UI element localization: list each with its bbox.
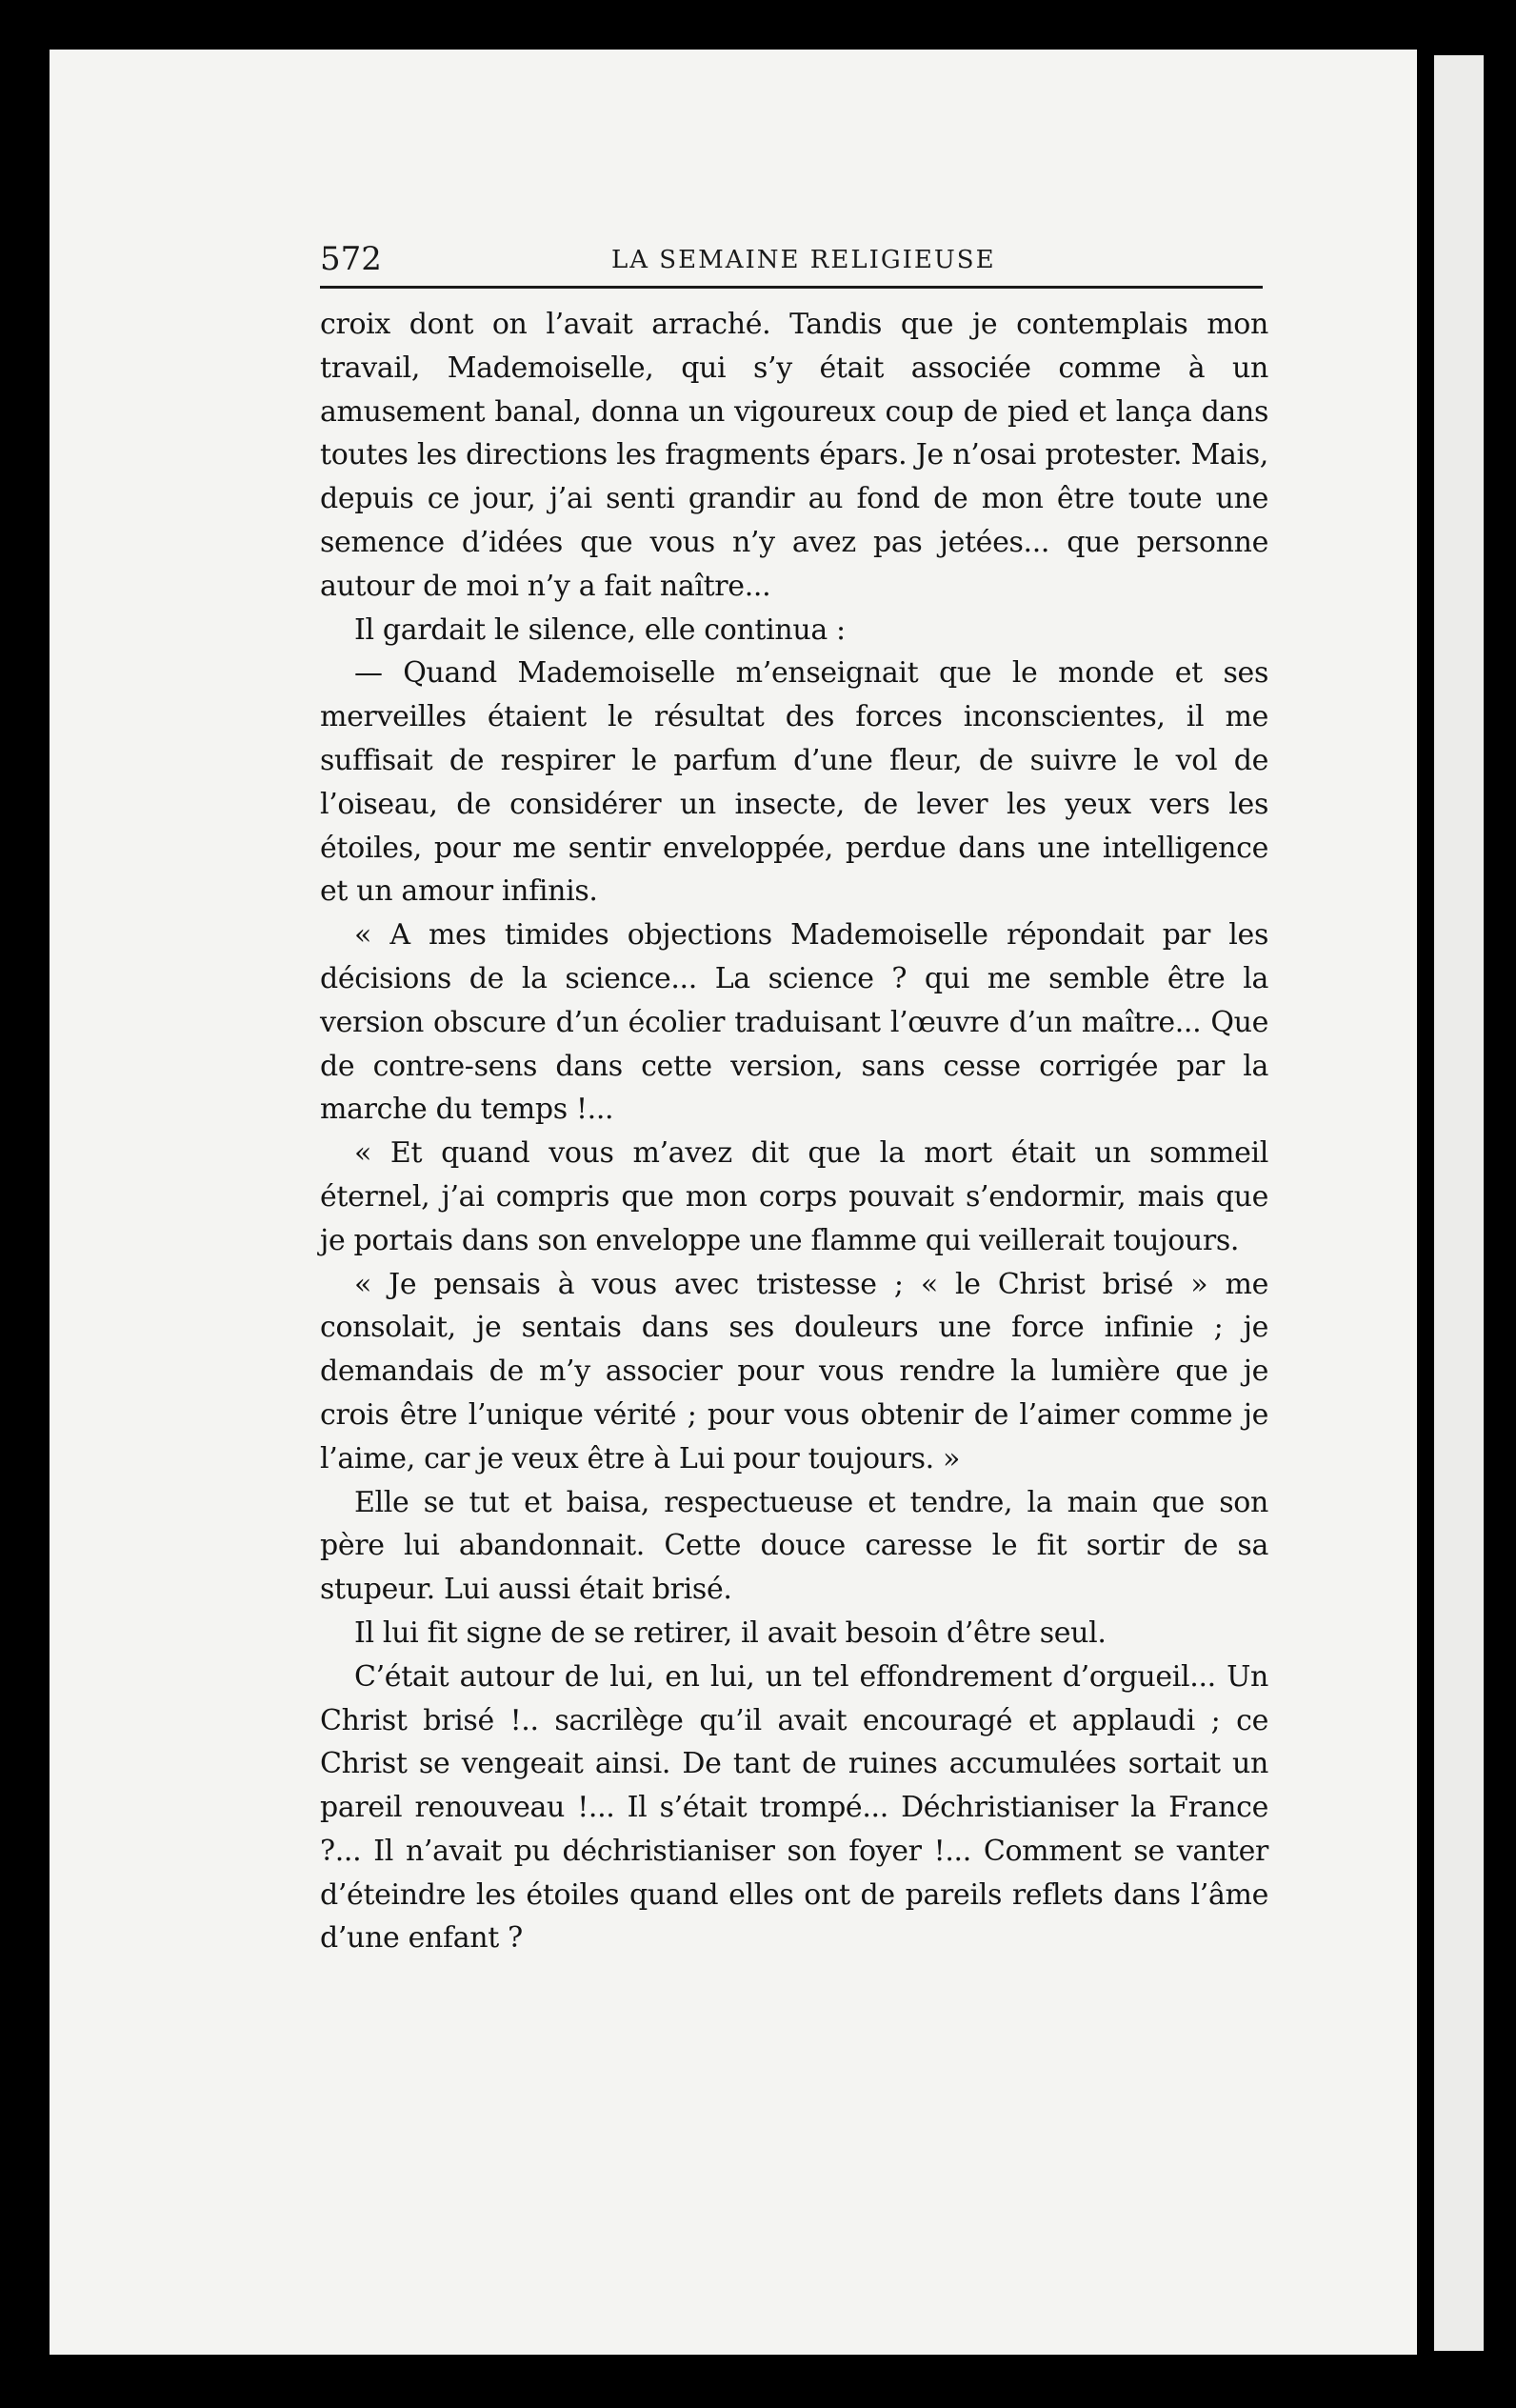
body-text: [320, 303, 1268, 1960]
page-number: 572: [320, 240, 382, 278]
paragraph: « A mes timides objections Mademoiselle répondait par les décisions de la science... La science ? qui me semble être la version obscure d’un écolier traduisant l’œuvre d’un maître... Que de contre-sens dans cette version, sans cesse corrigée par la marche du temps !...: [320, 918, 1268, 1127]
paragraph: Il lui fit signe de se retirer, il avait besoin d’être seul.: [354, 1615, 1107, 1650]
paragraph: « Et quand vous m’avez dit que la mort était un sommeil éternel, j’ai compris que mon corps pouvait s’endormir, mais que je portais dans son enveloppe une flamme qui veillerait toujours.: [320, 1136, 1268, 1257]
header-rule: [320, 286, 1263, 289]
paragraph: C’était autour de lui, en lui, un tel effondrement d’orgueil... Un Christ brisé !.. sacrilège qu’il avait encouragé et applaudi ; ce Christ se vengeait ainsi. De tant de ruines accumulées sortait un pareil renouveau !... Il s’était trompé... Déchristianiser la France ?... Il n’avait pu déchristianiser son foyer !... Comment se vanter d’éteindre les étoiles quand elles ont de pareils reflets dans l’âme d’une enfant ?: [320, 1659, 1268, 1956]
facing-page-edge: [1434, 55, 1484, 2351]
paragraph: Elle se tut et baisa, respectueuse et tendre, la main que son père lui abandonnait. Cette douce caresse le fit sortir de sa stupeur. Lui aussi était brisé.: [320, 1485, 1268, 1607]
paragraph: — Quand Mademoiselle m’enseignait que le monde et ses merveilles étaient le résultat des forces inconscientes, il me suffisait de respirer le parfum d’une fleur, de suivre le vol de l’oiseau, de considérer un insecte, de lever les yeux vers les étoiles, pour me sentir enveloppée, perdue dans une intelligence et un amour infinis.: [320, 656, 1268, 909]
running-title: LA SEMAINE RELIGIEUSE: [611, 246, 996, 274]
paragraph: croix dont on l’avait arraché. Tandis que je contemplais mon travail, Mademoiselle, qui s’y était associée comme à un amusement banal, donna un vigoureux coup de pied et lança dans toutes les directions les fragments épars. Je n’osai protester. Mais, depuis ce jour, j’ai senti grandir au fond de mon être toute une semence d’idées que vous n’y avez pas jetées... que personne autour de moi n’y a fait naître...: [320, 308, 1268, 603]
paragraph: « Je pensais à vous avec tristesse ; « le Christ brisé » me consolait, je sentais dans ses douleurs une force infinie ; je demandais de m’y associer pour vous rendre la lumière que je crois être l’unique vérité ; pour vous obtenir de l’aimer comme je l’aime, car je veux être à Lui pour toujours. »: [320, 1267, 1268, 1475]
paragraph: Il gardait le silence, elle continua :: [354, 612, 846, 647]
page-header: [320, 238, 1263, 284]
